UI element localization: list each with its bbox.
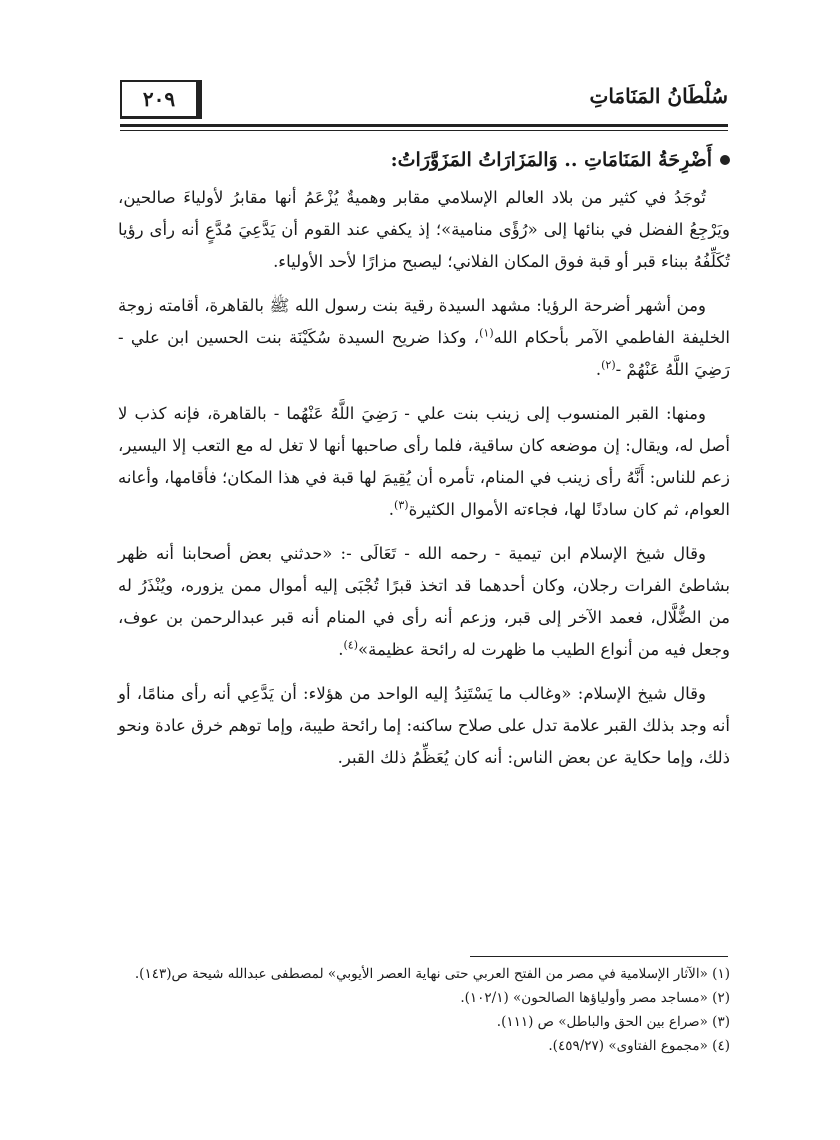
paragraph-text: ومنها: القبر المنسوب إلى زينب بنت علي - رَضِيَ اللَّهُ عَنْهُما - بالقاهرة، فإنه كذب لا أصل له، ويقال: إن موضعه كان ساقية، فلما رأى صاحبها أنها لا تغل له مع التعب إلا اليسير، زعم للناس: أَنَّهُ رأى زينب في المنام، تأمره أن يُقِيمَ لها قبة في هذا المكان؛ فأقامها، وأعانه العوام، ثم كان سادنًا لها، فجاءته الأموال الكثيرة (118, 404, 730, 519)
header-rule-thick (120, 124, 728, 127)
page-header (120, 74, 728, 128)
section-heading (118, 144, 730, 176)
paragraph-text: . (338, 640, 344, 659)
footnote: (٣) «صراع بين الحق والباطل» ص (١١١). (496, 1014, 730, 1030)
paragraph (118, 182, 730, 278)
paragraph-text: ومن أشهر أضرحة الرؤيا: مشهد السيدة رقية بنت رسول الله ﷺ بالقاهرة، أقامته زوجة الخليفة الفاطمي الآمر بأحكام الله (118, 296, 730, 347)
footnote: (١) «الآثار الإسلامية في مصر من الفتح العربي حتى نهاية العصر الأيوبي» لمصطفى عبدالله شيحة ص(١٤٣). (134, 966, 730, 982)
footnotes (118, 962, 730, 1058)
paragraph (118, 398, 730, 526)
paragraph (118, 290, 730, 386)
footnote: (٢) «مساجد مصر وأولياؤها الصالحون» (١٠٢/١). (460, 990, 730, 1006)
paragraph-text: تُوجَدُ في كثير من بلاد العالم الإسلامي مقابر وهميةٌ يُزْعَمُ أنها مقابرُ لأولياءَ صالحين، ويَرْجِعُ الفضل في بنائها إلى «رُؤًى منامية»؛ إذ يكفي عند القوم أن يَدَّعِيَ مُدَّعٍ أنه رأى رؤيا تُكَلِّفُهُ ببناء قبر أو قبة فوق المكان الفلاني؛ ليصبح مزارًا لأحد الأولياء. (118, 188, 730, 271)
paragraph-text: وقال شيخ الإسلام: «وغالب ما يَسْتَنِدُ إليه الواحد من هؤلاء: أن يَدَّعِي أنه رأى منامًا، أو أنه وجد بذلك القبر علامة تدل على صلاح ساكنه: إما رائحة طيبة، وإما توهم خرق عادة ونحو ذلك، وإما حكاية عن بعض الناس: أنه كان يُعَظِّمُ ذلك القبر. (118, 684, 730, 767)
paragraph (118, 538, 730, 666)
footnote-rule (470, 956, 728, 957)
footnote-ref: (٢) (601, 358, 616, 372)
page-number: ٢٠٩ (120, 80, 202, 119)
main-content (118, 144, 730, 786)
footnote-ref: (٤) (343, 638, 358, 652)
footnote-ref: (١) (479, 326, 494, 340)
paragraph-text: . (595, 360, 602, 379)
bullet-icon (720, 155, 730, 165)
paragraph-text: ، وكذا ضريح السيدة سُكَيْنَة بنت الحسين ابن علي - رَضِيَ اللَّهُ عَنْهُمْ - (118, 328, 730, 379)
paragraph-text: . (388, 500, 395, 519)
book-title: سُلْطَانُ المَنَامَاتِ (589, 84, 728, 108)
footnote: (٤) «مجموع الفتاوى» (٤٥٩/٢٧). (548, 1038, 730, 1054)
paragraph-text: وقال شيخ الإسلام ابن تيمية - رحمه الله - تَعَالَى -: «حدثني بعض أصحابنا أنه ظهر بشاطئ الفرات رجلان، وكان أحدهما قد اتخذ قبرًا تُجْبَى إليه أموال ممن يزوره، ويُنْذَرُ له من الضُّلَّال، فعمد الآخر إلى قبر، وزعم أنه رأى في المنام أنه قبر عبدالرحمن بن عوف، وجعل فيه من أنواع الطيب ما ظهرت له رائحة عظيمة» (118, 544, 730, 659)
paragraph (118, 678, 730, 774)
header-rule-thin (120, 130, 728, 131)
section-heading-text: أَضْرِحَةُ المَنَامَاتِ .. وَالمَزَارَاتُ المَزَوَّرَاتُ: (390, 149, 712, 171)
footnote-ref: (٣) (394, 498, 409, 512)
